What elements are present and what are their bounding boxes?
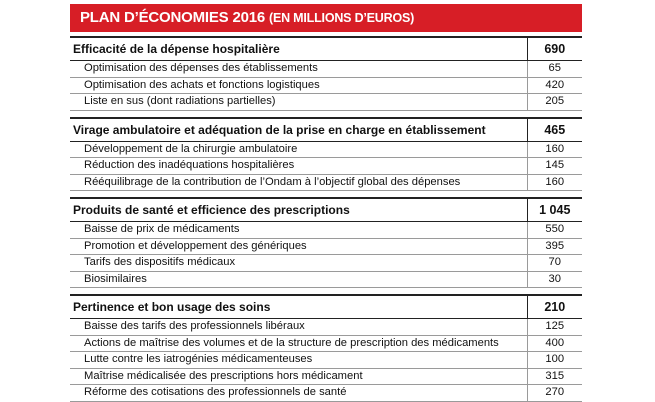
- section-spacer: [70, 191, 582, 199]
- category-row: [70, 198, 582, 222]
- item-label: Maîtrise médicalisée des prescriptions hors médicament: [70, 368, 527, 385]
- item-label: Biosimilaires: [70, 271, 527, 288]
- category-label: Produits de santé et efficience des prescriptions: [70, 198, 527, 222]
- item-value: 400: [527, 335, 582, 352]
- category-row: [70, 118, 582, 142]
- category-label: Pertinence et bon usage des soins: [70, 295, 527, 319]
- item-label: Réforme des cotisations des professionnels de santé: [70, 385, 527, 402]
- table-row: [70, 174, 582, 191]
- category-total: 1 045: [527, 198, 582, 222]
- item-label: Actions de maîtrise des volumes et de la structure de prescription des médicaments: [70, 335, 527, 352]
- category-total: 690: [527, 37, 582, 61]
- item-label: Baisse des tarifs des professionnels libéraux: [70, 319, 527, 336]
- table-title-main: PLAN D’ÉCONOMIES 2016: [80, 9, 266, 26]
- item-value: 125: [527, 319, 582, 336]
- category-total: 210: [527, 295, 582, 319]
- table-row: [70, 271, 582, 288]
- item-value: 145: [527, 158, 582, 175]
- item-label: Réduction des inadéquations hospitalières: [70, 158, 527, 175]
- item-label: Optimisation des achats et fonctions logistiques: [70, 77, 527, 94]
- item-label: Baisse de prix de médicaments: [70, 222, 527, 239]
- savings-plan-panel: [70, 4, 582, 402]
- table-row: [70, 158, 582, 175]
- item-value: 270: [527, 385, 582, 402]
- table-row: [70, 94, 582, 111]
- category-label: Efficacité de la dépense hospitalière: [70, 37, 527, 61]
- table-row: [70, 222, 582, 239]
- table-row: [70, 255, 582, 272]
- category-row: [70, 295, 582, 319]
- section-spacer: [70, 110, 582, 118]
- table-title: [70, 4, 582, 32]
- item-value: 65: [527, 61, 582, 78]
- item-label: Promotion et développement des génériques: [70, 238, 527, 255]
- table-row: [70, 385, 582, 402]
- item-label: Développement de la chirurgie ambulatoire: [70, 141, 527, 158]
- item-value: 70: [527, 255, 582, 272]
- item-value: 315: [527, 368, 582, 385]
- item-value: 160: [527, 141, 582, 158]
- section-spacer: [70, 288, 582, 296]
- category-row: [70, 37, 582, 61]
- item-value: 205: [527, 94, 582, 111]
- table-row: [70, 238, 582, 255]
- category-total: 465: [527, 118, 582, 142]
- item-label: Rééquilibrage de la contribution de l’Ondam à l’objectif global des dépenses: [70, 174, 527, 191]
- item-value: 160: [527, 174, 582, 191]
- item-label: Tarifs des dispositifs médicaux: [70, 255, 527, 272]
- item-value: 30: [527, 271, 582, 288]
- table-title-sub: (EN MILLIONS D’EUROS): [268, 11, 415, 25]
- table-row: [70, 141, 582, 158]
- item-value: 550: [527, 222, 582, 239]
- table-row: [70, 368, 582, 385]
- item-value: 420: [527, 77, 582, 94]
- item-label: Optimisation des dépenses des établissements: [70, 61, 527, 78]
- item-label: Lutte contre les iatrogénies médicamenteuses: [70, 352, 527, 369]
- table-row: [70, 319, 582, 336]
- item-value: 100: [527, 352, 582, 369]
- table-row: [70, 352, 582, 369]
- table-row: [70, 61, 582, 78]
- item-label: Liste en sus (dont radiations partielles): [70, 94, 527, 111]
- table-row: [70, 335, 582, 352]
- item-value: 395: [527, 238, 582, 255]
- table-row: [70, 77, 582, 94]
- category-label: Virage ambulatoire et adéquation de la prise en charge en établissement: [70, 118, 527, 142]
- savings-table: [70, 36, 582, 402]
